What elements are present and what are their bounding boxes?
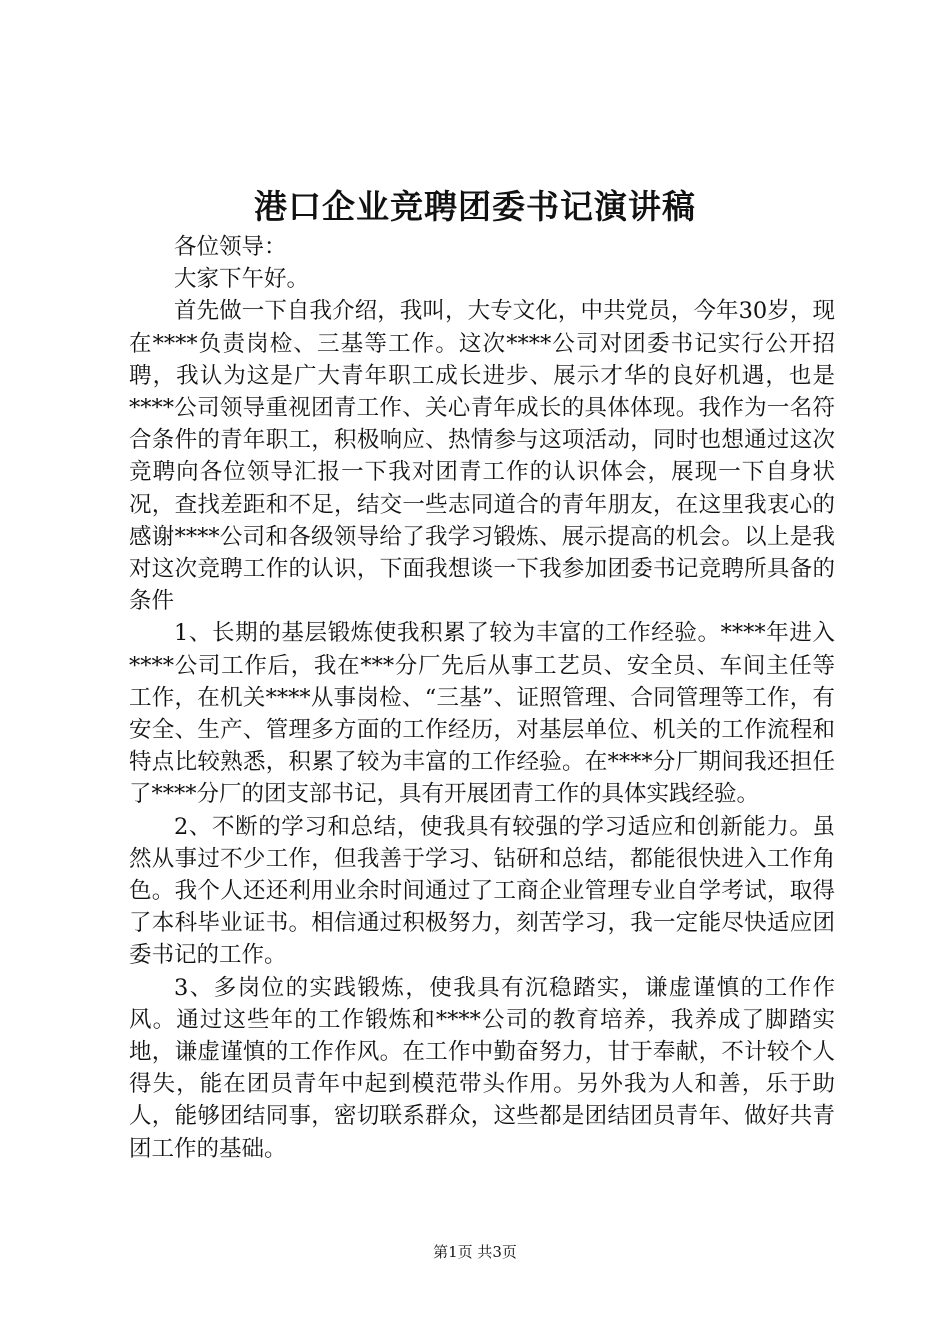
greeting: 大家下午好。	[174, 266, 310, 293]
salutation: 各位领导：	[174, 234, 287, 260]
paragraph-introduction: 首先做一下自我介绍，我叫，大专文化，中共党员，今年30岁，现在****负责岗检、三基等工作。这次****公司对团委书记实行公开招聘，我认为这是广大青年职工成长进步、展示才华的良好机遇，也是****公司领导重视团青工作、关心青年成长的具体体现。我作为一名符合条件的青年职工，积极响应、热情参与这项活动，同时也想通过这次竞聘向各位领导汇报一下我对团青工作的认识体会，展现一下自身状况，查找差距和不足，结交一些志同道合的青年朋友，在这里我衷心的感谢****公司和各级领导给了我学习锻炼、展示提高的机会。以上是我对这次竞聘工作的认识，下面我想谈一下我参加团委书记竞聘所具备的条件	[129, 298, 835, 615]
paragraph-point-2: 2、不断的学习和总结，使我具有较强的学习适应和创新能力。虽然从事过不少工作，但我善于学习、钻研和总结，都能很快进入工作角色。我个人还还利用业余时间通过了工商企业管理专业自学考试，取得了本科毕业证书。相信通过积极努力，刻苦学习，我一定能尽快适应团委书记的工作。	[129, 813, 835, 969]
page-footer: 第1页 共3页	[433, 1243, 517, 1261]
paragraph-point-3: 3、多岗位的实践锻炼，使我具有沉稳踏实，谦虚谨慎的工作作风。通过这些年的工作锻炼和****公司的教育培养，我养成了脚踏实地，谦虚谨慎的工作作风。在工作中勤奋努力，甘于奉献，不计较个人得失，能在团员青年中起到模范带头作用。另外我为人和善，乐于助人，能够团结同事，密切联系群众，这些都是团结团员青年、做好共青团工作的基础。	[129, 974, 835, 1162]
document-title: 港口企业竞聘团委书记演讲稿	[254, 187, 696, 226]
paragraph-point-1: 1、长期的基层锻炼使我积累了较为丰富的工作经验。****年进入****公司工作后，我在***分厂先后从事工艺员、安全员、车间主任等工作，在机关****从事岗检、“三基”、证照管理、合同管理等工作，有安全、生产、管理多方面的工作经历，对基层单位、机关的工作流程和特点比较熟悉，积累了较为丰富的工作经验。在****分厂期间我还担任了****分厂的团支部书记，具有开展团青工作的具体实践经验。	[129, 620, 835, 808]
document-body	[129, 231, 835, 1165]
